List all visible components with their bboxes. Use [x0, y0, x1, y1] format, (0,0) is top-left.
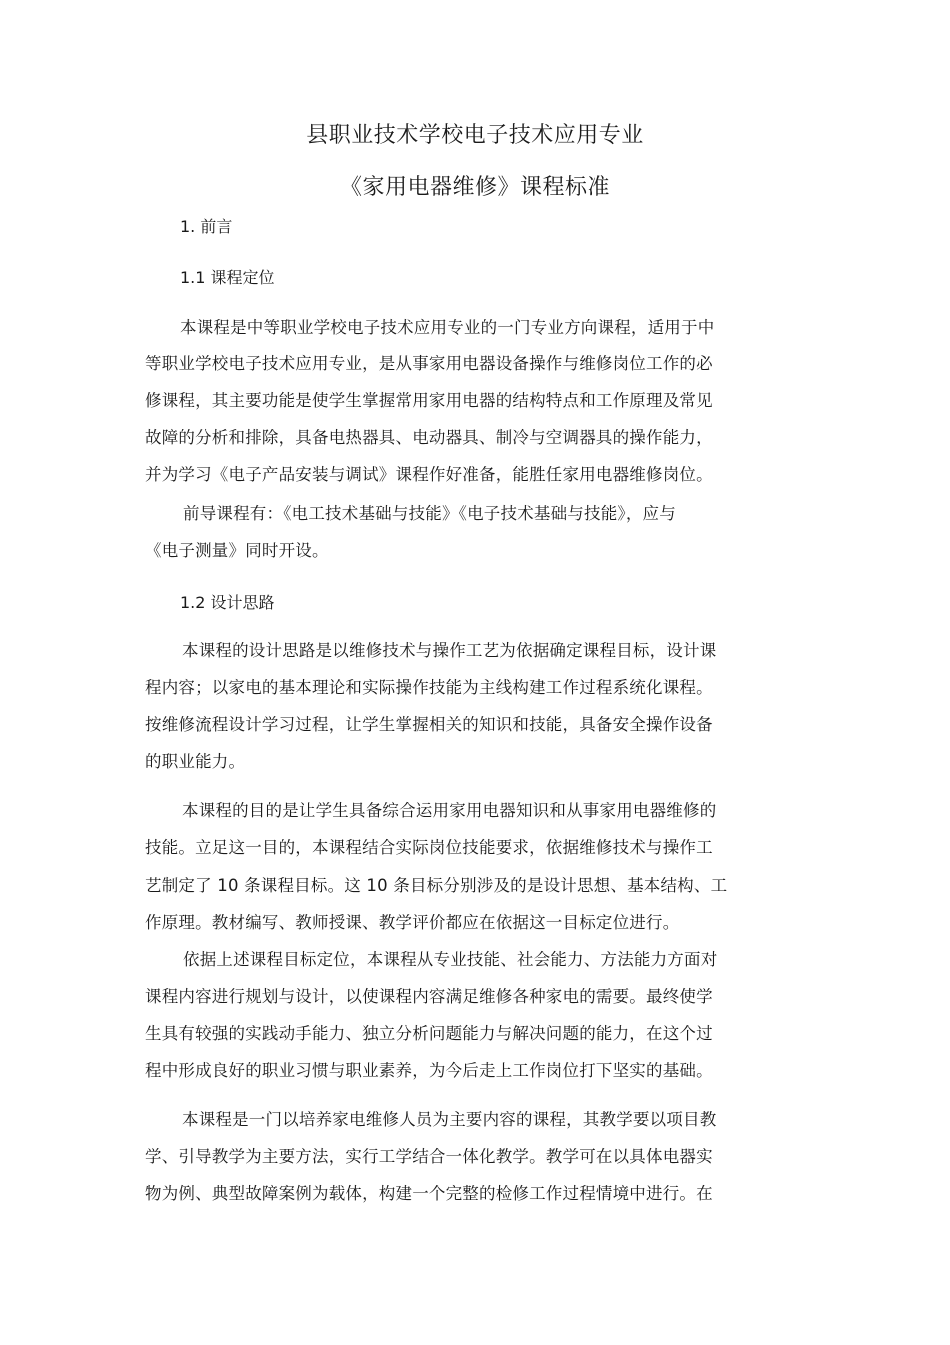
paragraph-line: 本课程的目的是让学生具备综合运用家用电器知识和从事家用电器维修的	[182, 801, 717, 820]
document-title-line1: 县职业技术学校电子技术应用专业	[306, 123, 644, 148]
paragraph-line: 前导课程有：《电工技术基础与技能》《电子技术基础与技能》，应与	[183, 504, 676, 523]
paragraph-line: 按维修流程设计学习过程，让学生掌握相关的知识和技能，具备安全操作设备	[145, 715, 713, 734]
section-heading-preface: 1. 前言	[180, 217, 233, 236]
paragraph-line: 本课程是一门以培养家电维修人员为主要内容的课程，其教学要以项目教	[182, 1110, 717, 1129]
paragraph-line: 物为例、典型故障案例为载体，构建一个完整的检修工作过程情境中进行。在	[145, 1184, 713, 1203]
paragraph-line: 等职业学校电子技术应用专业，是从事家用电器设备操作与维修岗位工作的必	[145, 354, 713, 373]
paragraph-line: 的职业能力。	[145, 752, 246, 771]
section-heading-course-positioning: 1.1 课程定位	[180, 268, 275, 287]
paragraph-line: 本课程的设计思路是以维修技术与操作工艺为依据确定课程目标，设计课	[182, 641, 717, 660]
paragraph-line: 故障的分析和排除，具备电热器具、电动器具、制冷与空调器具的操作能力，	[145, 428, 713, 447]
paragraph-line: 程内容；以家电的基本理论和实际操作技能为主线构建工作过程系统化课程。	[145, 678, 713, 697]
section-heading-design-thinking: 1.2 设计思路	[180, 593, 275, 612]
paragraph-line: 课程内容进行规划与设计，以使课程内容满足维修各种家电的需要。最终使学	[145, 987, 713, 1006]
paragraph-line: 艺制定了 10 条课程目标。这 10 条目标分别涉及的是设计思想、基本结构、工	[145, 876, 728, 895]
paragraph-line: 技能。立足这一目的，本课程结合实际岗位技能要求，依据维修技术与操作工	[145, 838, 713, 857]
document-title-line2: 《家用电器维修》课程标准	[339, 175, 610, 200]
paragraph-line: 作原理。教材编写、教师授课、教学评价都应在依据这一目标定位进行。	[145, 913, 680, 932]
paragraph-line: 生具有较强的实践动手能力、独立分析问题能力与解决问题的能力，在这个过	[145, 1024, 713, 1043]
paragraph-line: 本课程是中等职业学校电子技术应用专业的一门专业方向课程，适用于中	[180, 318, 715, 337]
paragraph-line: 并为学习《电子产品安装与调试》课程作好准备，能胜任家用电器维修岗位。	[145, 465, 713, 484]
paragraph-line: 《电子测量》同时开设。	[145, 541, 329, 560]
paragraph-line: 依据上述课程目标定位，本课程从专业技能、社会能力、方法能力方面对	[183, 950, 718, 969]
paragraph-line: 修课程，其主要功能是使学生掌握常用家用电器的结构特点和工作原理及常见	[145, 391, 713, 410]
paragraph-line: 程中形成良好的职业习惯与职业素养，为今后走上工作岗位打下坚实的基础。	[145, 1061, 713, 1080]
paragraph-line: 学、引导教学为主要方法，实行工学结合一体化教学。教学可在以具体电器实	[145, 1147, 713, 1166]
